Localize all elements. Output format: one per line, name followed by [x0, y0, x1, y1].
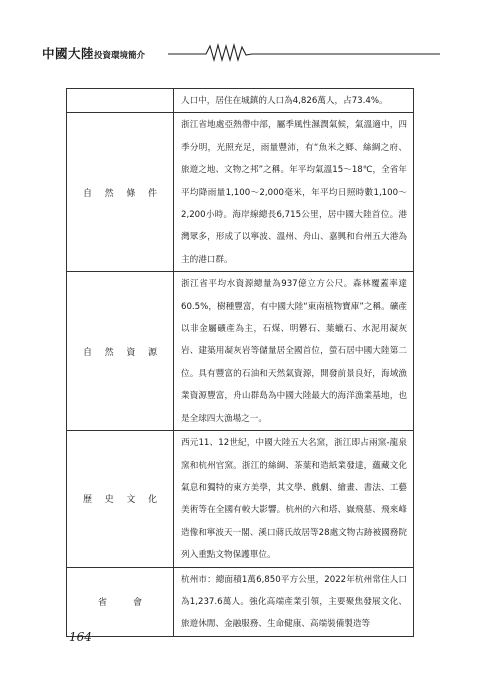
table-row	[67, 113, 414, 272]
table-row	[67, 567, 414, 636]
header-pulse-line	[168, 41, 440, 63]
row-content: 杭州市：總面積1萬6,850平方公里，2022年杭州常住人口為1,237.6萬人。強化高端產業引領，主要聚焦發展文化、旅遊休閒、金融服務、生命健康、高端裝備製造等	[174, 567, 414, 636]
row-label-text: 省 會	[98, 598, 142, 609]
table-row	[67, 89, 414, 113]
row-content: 人口中，居住在城鎮的人口為4,826萬人，占73.4%。	[174, 89, 414, 113]
row-label-text: 自 然 資 源	[83, 347, 157, 358]
row-label	[67, 567, 174, 636]
running-header	[40, 33, 440, 63]
row-label	[67, 89, 174, 113]
row-label-text: 歷 史 文 化	[83, 495, 157, 506]
row-label	[67, 113, 174, 272]
row-label	[67, 272, 174, 431]
row-label-text: 自 然 條 件	[83, 188, 157, 199]
header-title-main: 中國大陸	[42, 46, 95, 61]
row-label	[67, 431, 174, 567]
row-content: 浙江省地處亞熱帶中部，屬季風性濕潤氣候，氣溫適中，四季分明，光照充足，雨量豐沛，有“魚米之鄉、絲綢之府、旅遊之地、文物之邦”之稱。年平均氣溫15～18℃，全省年平均降雨量1,100～2,000毫米，年平均日照時數1,100～2,200小時。海岸線總長6,715公里，居中國大陸首位。港灣眾多，形成了以寧波、溫州、舟山、嘉興和台州五大港為主的港口群。	[174, 113, 414, 272]
province-info-table	[66, 88, 414, 637]
table-row	[67, 272, 414, 431]
row-content: 西元11、12世紀，中國大陸五大名窯，浙江即占兩窯-龍泉窯和杭州官窯。浙江的絲綢、茶葉和造紙業發達，蘊藏文化氣息和獨特的東方美學，其文學、戲劇、繪畫、書法、工藝美術等在全國有較大影響。杭州的六和塔、嶽飛墓、飛來峰造像和寧波天一閣、溪口蔣氏故居等28處文物古跡被國務院列入重點文物保護單位。	[174, 431, 414, 567]
row-content: 浙江省平均水資源總量為937億立方公尺。森林覆蓋率達60.5%，樹種豐富，有中國大陸“東南植物寶庫”之稱。礦產以非金屬礦產為主，石煤、明礬石、葉蠟石、水泥用凝灰岩、建築用凝灰岩等儲量居全國首位，螢石居中國大陸第二位。具有豐富的石油和天然氣資源，開發前景良好，海域漁業資源豐富，舟山群島為中國大陸最大的海洋漁業基地，也是全球四大漁場之一。	[174, 272, 414, 431]
header-title	[42, 43, 145, 62]
header-title-sub: 投資環境簡介	[94, 51, 146, 61]
table-row	[67, 431, 414, 567]
page-number: 164	[69, 630, 92, 644]
